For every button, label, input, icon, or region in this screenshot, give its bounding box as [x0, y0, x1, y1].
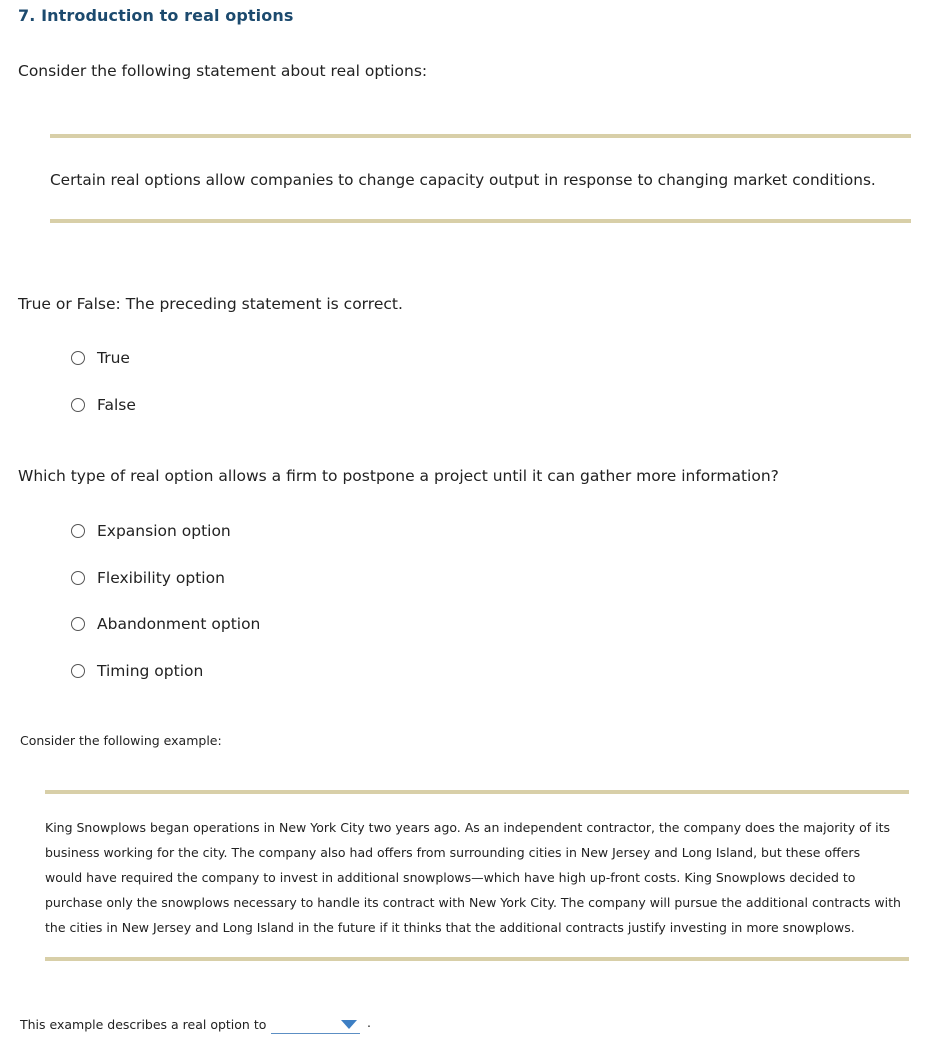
radio-label: True — [97, 349, 130, 367]
true-false-prompt: True or False: The preceding statement is correct. — [18, 295, 403, 313]
final-prompt: This example describes a real option to — [20, 1017, 267, 1032]
radio-option-timing[interactable] — [71, 661, 203, 681]
example-intro: Consider the following example: — [20, 733, 222, 748]
statement-text: Certain real options allow companies to change capacity output in response to changing market conditions. — [50, 171, 876, 189]
radio-label: Expansion option — [97, 522, 231, 540]
statement-bottom-divider — [50, 219, 911, 223]
radio-unselected-icon[interactable] — [71, 617, 85, 631]
radio-label: Timing option — [97, 662, 204, 680]
chevron-down-icon[interactable] — [341, 1020, 357, 1029]
option-type-prompt: Which type of real option allows a firm to postpone a project until it can gather more information? — [18, 467, 779, 485]
radio-option-false[interactable] — [71, 395, 136, 415]
example-line: business working for the city. The company also had offers from surrounding cities in New Jersey and Long Island, but these offers — [45, 845, 861, 860]
radio-option-true[interactable] — [71, 348, 130, 368]
radio-label: Abandonment option — [97, 615, 261, 633]
example-line: purchase only the snowplows necessary to handle its contract with New York City. The company will pursue the additional contracts with — [45, 895, 901, 910]
example-line: the cities in New Jersey and Long Island in the future if it thinks that the additional contracts justify investing in more snowplows. — [45, 920, 855, 935]
statement-top-divider — [50, 134, 911, 138]
intro-text: Consider the following statement about real options: — [18, 62, 428, 80]
radio-label: Flexibility option — [97, 569, 225, 587]
final-period: . — [367, 1015, 371, 1030]
example-top-divider — [45, 790, 909, 794]
radio-unselected-icon[interactable] — [71, 664, 85, 678]
radio-option-abandonment[interactable] — [71, 614, 260, 634]
radio-unselected-icon[interactable] — [71, 571, 85, 585]
example-line: would have required the company to invest in additional snowplows—which have high up-front costs. King Snowplows decided to — [45, 870, 856, 885]
example-paragraph — [45, 815, 911, 940]
question-title: 7. Introduction to real options — [18, 6, 294, 25]
radio-option-expansion[interactable] — [71, 521, 231, 541]
example-line: King Snowplows began operations in New York City two years ago. As an independent contractor, the company does the majority of its — [45, 820, 891, 835]
radio-unselected-icon[interactable] — [71, 524, 85, 538]
radio-unselected-icon[interactable] — [71, 398, 85, 412]
radio-unselected-icon[interactable] — [71, 351, 85, 365]
radio-option-flexibility[interactable] — [71, 568, 225, 588]
example-bottom-divider — [45, 957, 909, 961]
radio-label: False — [97, 396, 136, 414]
real-option-dropdown[interactable] — [271, 1016, 360, 1034]
